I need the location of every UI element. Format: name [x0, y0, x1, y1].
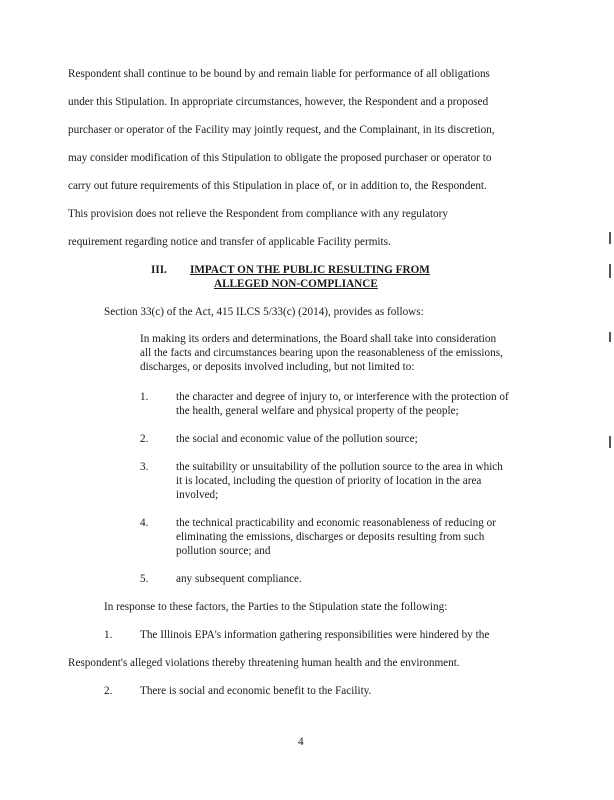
- list-item-line: pollution source; and: [176, 545, 271, 557]
- list-item-line: it is located, including the question of priority of location in the area: [176, 475, 482, 487]
- text-line: requirement regarding notice and transfer of applicable Facility permits.: [68, 236, 391, 248]
- list-item-line: any subsequent compliance.: [176, 573, 302, 585]
- response-number: 1.: [104, 629, 113, 641]
- text-line: carry out future requirements of this Stipulation in place of, or in addition to, the Respondent.: [68, 180, 487, 192]
- list-number: 3.: [140, 461, 149, 473]
- list-item-line: the social and economic value of the pollution source;: [176, 433, 418, 445]
- list-item-line: the suitability or unsuitability of the pollution source to the area in which: [176, 461, 503, 473]
- text-line: under this Stipulation. In appropriate circumstances, however, the Respondent and a proposed: [68, 96, 489, 108]
- list-number: 4.: [140, 517, 149, 529]
- quote-line: discharges, or deposits involved including, but not limited to:: [140, 361, 415, 373]
- response-intro: In response to these factors, the Parties to the Stipulation state the following:: [104, 601, 448, 613]
- scan-mark: [609, 264, 611, 278]
- text-line: purchaser or operator of the Facility may jointly request, and the Complainant, in its discretion,: [68, 124, 495, 136]
- list-item-line: eliminating the emissions, discharges or deposits resulting from such: [176, 531, 485, 543]
- list-number: 2.: [140, 433, 149, 445]
- list-number: 1.: [140, 391, 149, 403]
- quote-line: In making its orders and determinations, the Board shall take into consideration: [140, 333, 497, 345]
- scan-mark: [609, 232, 611, 244]
- response-number: 2.: [104, 685, 113, 697]
- response-line: Respondent's alleged violations thereby threatening human health and the environment.: [68, 657, 460, 669]
- response-line: The Illinois EPA's information gathering responsibilities were hindered by the: [140, 629, 490, 641]
- section-title-line-2: ALLEGED NON-COMPLIANCE: [214, 278, 378, 290]
- list-item-line: the technical practicability and economic reasonableness of reducing or: [176, 517, 496, 529]
- text-line: may consider modification of this Stipulation to obligate the proposed purchaser or operator to: [68, 152, 492, 164]
- list-number: 5.: [140, 573, 149, 585]
- quote-line: all the facts and circumstances bearing upon the reasonableness of the emissions,: [140, 347, 503, 359]
- section-title-line-1: IMPACT ON THE PUBLIC RESULTING FROM: [190, 264, 430, 276]
- section-number: III.: [151, 264, 167, 276]
- scan-mark: [609, 436, 611, 448]
- statute-intro: Section 33(c) of the Act, 415 ILCS 5/33(c) (2014), provides as follows:: [104, 306, 424, 318]
- list-item-line: the character and degree of injury to, or interference with the protection of: [176, 391, 509, 403]
- page-number: 4: [298, 736, 304, 748]
- list-item-line: the health, general welfare and physical property of the people;: [176, 405, 459, 417]
- list-item-line: involved;: [176, 489, 219, 501]
- response-line: There is social and economic benefit to the Facility.: [140, 685, 372, 697]
- scan-mark: [609, 332, 611, 342]
- text-line: Respondent shall continue to be bound by and remain liable for performance of all obligations: [68, 68, 490, 80]
- text-line: This provision does not relieve the Respondent from compliance with any regulatory: [68, 208, 448, 220]
